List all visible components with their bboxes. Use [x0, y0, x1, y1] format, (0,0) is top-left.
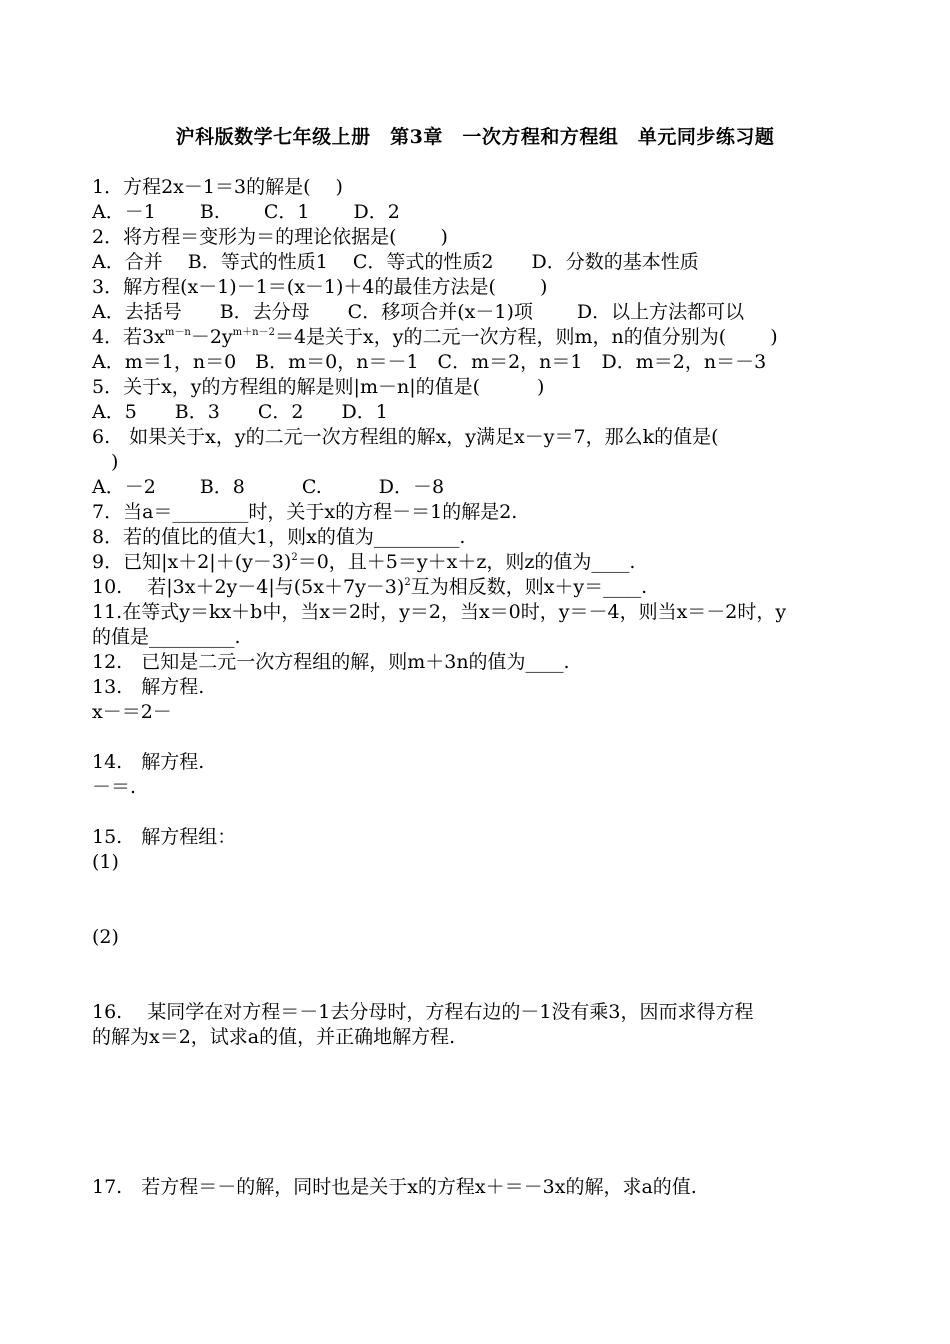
- q4-stem-part: ＝4是关于x，y的二元一次方程，则m，n的值分别为( ): [274, 326, 778, 348]
- q7-stem: 7．当a＝________时，关于x的方程－＝1的解是2.: [92, 501, 518, 523]
- document-title: 沪科版数学七年级上册 第3章 一次方程和方程组 单元同步练习题: [175, 126, 775, 148]
- q15-part-1: (1): [92, 851, 119, 873]
- q10-exponent: 2: [404, 577, 411, 588]
- q8-stem: 8．若的值比的值大1，则x的值为_________.: [92, 526, 466, 548]
- q10-stem-part: 10. 若|3x＋2y－4|与(5x＋7y－3): [92, 576, 405, 598]
- q4-exponent-2: m＋n－2: [232, 327, 275, 338]
- q13-stem: 13. 解方程.: [92, 676, 205, 698]
- q12-stem: 12. 已知是二元一次方程组的解，则m＋3n的值为____.: [92, 651, 570, 673]
- q4-exponent-1: m－n: [164, 327, 191, 338]
- q15-part-2: (2): [92, 926, 119, 948]
- q11-stem-continued: 的值是_________.: [92, 626, 241, 648]
- q17-stem: 17. 若方程＝－的解，同时也是关于x的方程x＋＝－3x的解，求a的值.: [92, 1176, 697, 1198]
- q14-equation: －＝.: [92, 776, 137, 798]
- q10-stem-part: 互为相反数，则x＋y＝____.: [410, 576, 648, 598]
- q14-stem: 14. 解方程.: [92, 751, 205, 773]
- q3-stem: 3．解方程(x－1)－1＝(x－1)＋4的最佳方法是( ): [92, 276, 548, 298]
- q9-stem-part: 9．已知|x＋2|＋(y－3): [92, 551, 292, 573]
- q16-stem-continued: 的解为x＝2，试求a的值，并正确地解方程.: [92, 1026, 456, 1048]
- q6-stem: 6. 如果关于x，y的二元一次方程组的解x，y满足x－y＝7，那么k的值是(: [92, 426, 719, 448]
- q16-stem: 16. 某同学在对方程＝－1去分母时，方程右边的－1没有乘3，因而求得方程: [92, 1001, 754, 1023]
- q5-options: A．5 B．3 C．2 D．1: [92, 401, 388, 423]
- q9-stem-part: ＝0，且＋5＝y＋x＋z，则z的值为____.: [297, 551, 636, 573]
- q3-options: A．去括号 B．去分母 C．移项合并(x－1)项 D．以上方法都可以: [92, 301, 745, 323]
- q2-stem: 2．将方程＝变形为＝的理论依据是( ): [92, 226, 448, 248]
- q6-stem-continued: ): [92, 451, 119, 473]
- q11-stem: 11.在等式y＝kx＋b中，当x＝2时，y＝2，当x＝0时，y＝－4，则当x＝－2时，y: [92, 601, 787, 623]
- q13-equation: x－＝2－: [92, 701, 172, 723]
- q9-exponent: 2: [291, 552, 298, 563]
- q1-options: A．－1 B. C．1 D．2: [92, 201, 400, 223]
- q4-stem-part: －2y: [190, 326, 233, 348]
- q1-stem: 1．方程2x－1＝3的解是( ): [92, 176, 343, 198]
- q4-stem-part: 4．若3x: [92, 326, 165, 348]
- q15-stem: 15. 解方程组：: [92, 826, 237, 848]
- q2-options: A．合并 B．等式的性质1 C．等式的性质2 D．分数的基本性质: [92, 251, 699, 273]
- q9-stem: [92, 550, 882, 575]
- q10-stem: [92, 575, 882, 600]
- q5-stem: 5．关于x，y的方程组的解是则|m－n|的值是( ): [92, 376, 545, 398]
- q4-options: A．m＝1，n＝0 B．m＝0，n＝－1 C．m＝2，n＝1 D．m＝2，n＝－3: [92, 351, 767, 373]
- q4-stem: [92, 325, 882, 350]
- q6-options: A．－2 B．8 C. D．－8: [92, 476, 445, 498]
